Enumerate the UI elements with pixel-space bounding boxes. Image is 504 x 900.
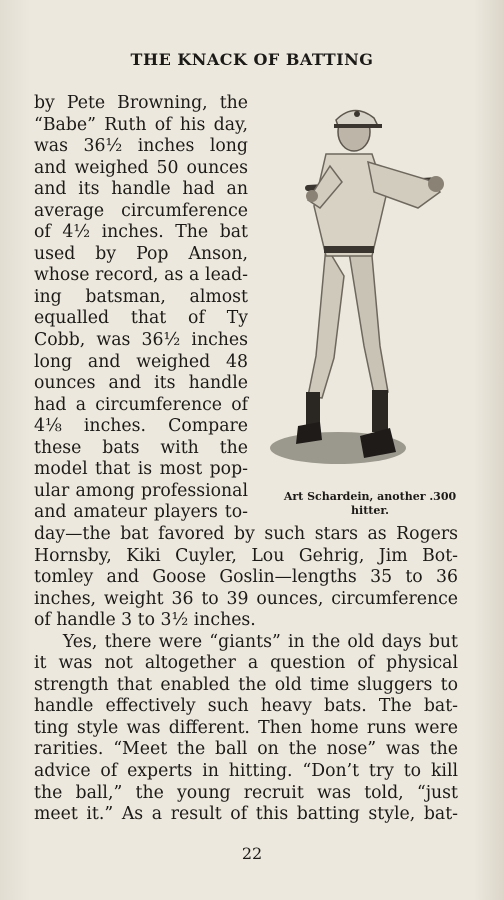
text-line: “Babe” Ruth of his day, xyxy=(34,114,248,135)
text-line: Hornsby, Kiki Cuyler, Lou Gehrig, Jim Bot- xyxy=(34,545,458,566)
text-line: ular among professional xyxy=(34,480,248,501)
text-line: had a circumference of xyxy=(34,394,248,415)
text-line: and its handle had an xyxy=(34,179,248,200)
text-line: ting style was different. Then home runs were xyxy=(34,717,458,738)
text-line: was 36½ inches long xyxy=(34,136,248,157)
narrow-column-text xyxy=(34,93,248,524)
text-line: Yes, there were “giants” in the old days but xyxy=(34,631,458,652)
photo-caption: Art Schardein, another .300 hitter. xyxy=(283,490,457,517)
text-line: and weighed 50 ounces xyxy=(34,157,248,178)
text-line: Cobb, was 36½ inches xyxy=(34,330,248,351)
baseball-player-photo xyxy=(268,96,468,486)
text-line: advice of experts in hitting. “Don’t try to kill xyxy=(34,761,458,782)
text-line: by Pete Browning, the xyxy=(34,93,248,113)
text-line: used by Pop Anson, xyxy=(34,243,248,264)
text-line: inches, weight 36 to 39 ounces, circumference xyxy=(34,588,458,609)
text-line: 4⅛ inches. Compare xyxy=(34,416,248,437)
text-line: it was not altogether a question of physical xyxy=(34,653,458,674)
text-line: of 4½ inches. The bat xyxy=(34,222,248,243)
text-line: long and weighed 48 xyxy=(34,351,248,372)
text-line: equalled that of Ty xyxy=(34,308,248,329)
full-width-text xyxy=(34,524,458,826)
text-line: average circumference xyxy=(34,200,248,221)
text-line: day—the bat favored by such stars as Rogers xyxy=(34,524,458,544)
text-line: these bats with the xyxy=(34,437,248,458)
text-line: whose record, as a lead- xyxy=(34,265,248,286)
running-header: THE KNACK OF BATTING xyxy=(130,50,374,69)
text-line: the ball,” the young recruit was told, “just xyxy=(34,782,458,803)
text-line: meet it.” As a result of this batting style, bat- xyxy=(34,804,458,825)
page-number: 22 xyxy=(241,844,263,863)
text-line: tomley and Goose Goslin—lengths 35 to 36 xyxy=(34,567,458,588)
text-line: rarities. “Meet the ball on the nose” was the xyxy=(34,739,458,760)
text-line: strength that enabled the old time sluggers to xyxy=(34,674,458,695)
text-line: model that is most pop- xyxy=(34,459,248,480)
text-line: and amateur players to- xyxy=(34,502,248,523)
text-line: ounces and its handle xyxy=(34,373,248,394)
text-line: ing batsman, almost xyxy=(34,286,248,307)
text-line: of handle 3 to 3½ inches. xyxy=(34,610,256,631)
text-line: handle effectively such heavy bats. The bat- xyxy=(34,696,458,717)
